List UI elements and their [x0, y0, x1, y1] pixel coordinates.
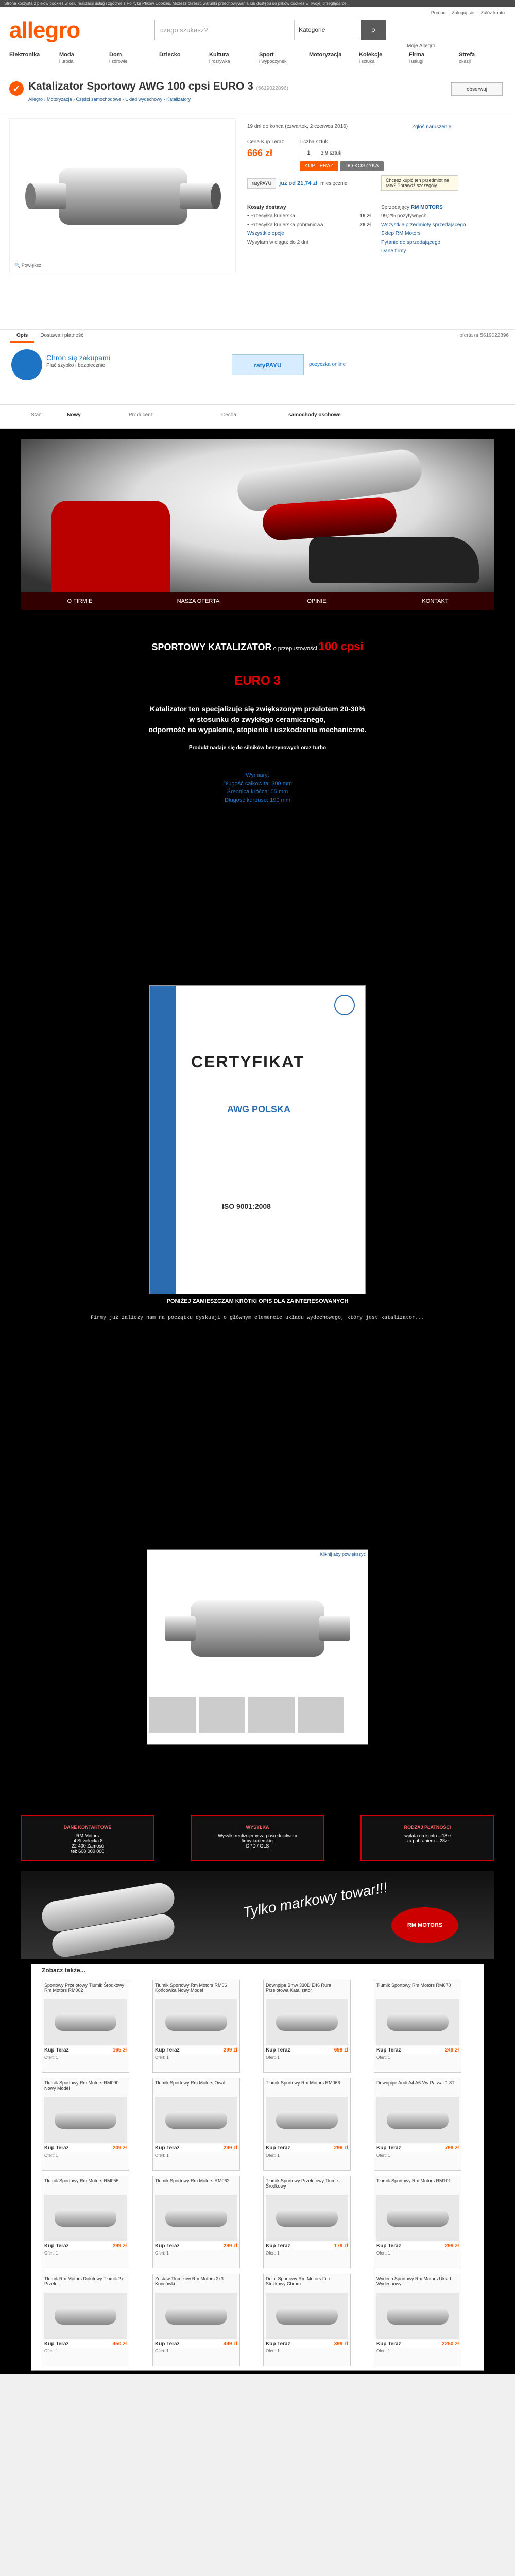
seller-heading: Sprzedający RM MOTORS — [381, 205, 443, 210]
menu-about[interactable]: O FIRMIE — [67, 598, 93, 604]
related-item-price-row: Kup Teraz 299 zł — [153, 2144, 239, 2152]
fuel-note: Produkt nadaje się do silników benzynowych oraz turbo — [188, 745, 327, 751]
related-item-image[interactable] — [376, 2195, 459, 2241]
related-item-image[interactable] — [155, 1999, 237, 2045]
related-item-price: 2250 zł — [442, 2341, 459, 2347]
related-item-price: 450 zł — [112, 2341, 127, 2347]
quantity-of: z 9 sztuk — [321, 150, 342, 156]
related-item-offers: Ofert: 1 — [155, 2153, 169, 2158]
gallery-main-photo — [149, 1559, 366, 1693]
info-state-label: Stan: — [31, 412, 43, 418]
related-item-title[interactable]: Tłumik Sportowy Rm Motors RM066 — [266, 2080, 340, 2086]
related-item-card[interactable] — [374, 2176, 461, 2268]
price: 666 zł — [247, 148, 273, 158]
gallery-thumb[interactable] — [248, 1697, 295, 1733]
gallery-enlarge-link[interactable]: Kliknij aby powiększyć — [319, 1552, 366, 1557]
product-title-bar — [0, 72, 515, 113]
info-producer-label: Producent: — [129, 412, 154, 418]
related-item-offers: Ofert: 1 — [266, 2349, 280, 2353]
contact-panel: DANE KONTAKTOWE RM Motors ul.Strzelecka 8 22-400 Zamość tel: 608 000 000 — [21, 1815, 154, 1861]
rm-motors-logo: RM MOTORS — [391, 1907, 458, 1943]
seller-link[interactable]: Sklep RM Motors — [381, 231, 421, 236]
quantity-input[interactable]: 1 — [300, 148, 318, 158]
related-item-card[interactable] — [152, 2274, 240, 2366]
related-item-card[interactable] — [42, 2274, 129, 2366]
promo-sub: Płać szybko i bezpiecznie — [46, 363, 105, 368]
related-item-title[interactable]: Tłumik Rm Motors Dolotowy Tłumik 2x Przelot — [44, 2276, 124, 2286]
seller-link[interactable]: Wszystkie przedmioty sprzedającego — [381, 222, 466, 228]
related-item-price: 299 zł — [223, 2047, 237, 2053]
related-item-offers: Ofert: 1 — [155, 2055, 169, 2060]
headline-block — [0, 640, 515, 804]
end-time: 19 dni do końca (czwartek, 2 czerwca 2016) — [247, 124, 348, 129]
related-item-title[interactable]: Tłumik Sportowy Rm Motors RM062 — [155, 2178, 230, 2183]
related-item-offers: Ofert: 1 — [266, 2251, 280, 2256]
nav-item[interactable]: Kultura i rozrywka — [209, 52, 230, 64]
top-link-help[interactable]: Pomoc — [431, 10, 445, 15]
seller-description — [0, 429, 515, 2374]
related-item-image[interactable] — [376, 1999, 459, 2045]
related-item-card[interactable] — [152, 2176, 240, 2268]
buy-now-label: Cena Kup Teraz — [247, 139, 284, 145]
related-item-price: 499 zł — [223, 2341, 237, 2347]
ready-time: Wysyłam w ciągu: do 2 dni — [247, 240, 308, 245]
related-item-price-row: Kup Teraz 179 zł — [264, 2242, 350, 2250]
seller-menu — [21, 592, 494, 610]
menu-reviews[interactable]: OPINIE — [307, 598, 327, 604]
top-link-login[interactable]: Zaloguj się — [452, 10, 474, 15]
related-item-price-row: Kup Teraz 299 zł — [153, 2242, 239, 2250]
quantity-label: Liczba sztuk — [299, 139, 328, 145]
certificate-company: AWG POLSKA — [227, 1104, 291, 1114]
related-item-price: 299 zł — [112, 2243, 127, 2249]
certificate-iso: ISO 9001:2008 — [222, 1202, 271, 1210]
delivery-option-2: • Przesyłka kurierska pobraniowa 28 zł — [247, 222, 371, 228]
related-items — [31, 1964, 484, 2371]
related-item-card[interactable] — [263, 2078, 351, 2171]
related-item-image[interactable] — [155, 2293, 237, 2339]
top-links — [426, 10, 505, 15]
related-item-image[interactable] — [44, 1999, 127, 2045]
related-item-card[interactable] — [152, 2078, 240, 2171]
related-item-price-row: Kup Teraz 499 zł — [153, 2340, 239, 2348]
related-item-image[interactable] — [266, 2293, 348, 2339]
related-item-title[interactable]: Tłumik Sportowy Rm Motors RM06 Końcówka Nowy Model — [155, 1982, 227, 1993]
related-item-price: 699 zł — [334, 2047, 348, 2053]
header — [0, 7, 515, 72]
related-item-offers: Ofert: 1 — [155, 2251, 169, 2256]
info-panels — [21, 1815, 494, 1861]
raty-payu-logo[interactable]: ratyPAYU — [232, 354, 304, 375]
related-item-price: 249 zł — [112, 2145, 127, 2151]
delivery-heading: Koszty dostawy — [247, 205, 286, 210]
shield-icon — [11, 349, 42, 380]
menu-offer[interactable]: NASZA OFERTA — [177, 598, 220, 604]
related-heading: Zobacz także... — [42, 1967, 85, 1974]
related-item-offers: Ofert: 1 — [266, 2153, 280, 2158]
nav-item[interactable]: Firma i usługi — [409, 52, 424, 64]
related-item-title[interactable]: Tłumik Sportowy Rm Motors RM055 — [44, 2178, 119, 2183]
related-item-offers: Ofert: 1 — [155, 2349, 169, 2353]
purchase-column — [247, 124, 505, 257]
search-input[interactable]: czego szukasz? — [160, 26, 208, 34]
gallery-thumb[interactable] — [199, 1697, 245, 1733]
watch-button[interactable]: obserwuj — [451, 82, 503, 96]
info-feature-label: Cecha: — [221, 412, 238, 418]
nav-item[interactable]: Motoryzacja — [309, 52, 342, 58]
promo-heading: Chroń się zakupami — [46, 353, 110, 362]
euro-line: EURO 3 — [234, 674, 281, 688]
buy-now-button[interactable]: KUP TERAZ — [300, 161, 339, 171]
related-item-price-row: Kup Teraz 299 zł — [264, 2144, 350, 2152]
related-item-image[interactable] — [155, 2097, 237, 2143]
seller-name[interactable]: RM MOTORS — [410, 205, 443, 210]
nav-item[interactable]: Elektronika — [9, 52, 40, 58]
nav-item[interactable]: Strefa okazji — [459, 52, 475, 64]
info-feature-value: samochody osobowe — [288, 412, 341, 418]
info-state-value: Nowy — [67, 412, 81, 418]
search-bar — [154, 20, 386, 40]
item-info-bar — [0, 405, 515, 429]
race-car-image — [309, 537, 479, 583]
related-item-price-row: Kup Teraz 249 zł — [374, 2046, 461, 2054]
seller-link[interactable]: Dane firmy — [381, 248, 406, 254]
related-item-price-row: Kup Teraz 165 zł — [42, 2046, 129, 2054]
check-icon: ✓ — [9, 81, 24, 96]
related-item-title[interactable]: Downpipe Audi A4 A6 Vw Passat 1.8T — [376, 2080, 455, 2086]
nav-item[interactable]: Dziecko — [159, 52, 181, 58]
report-link[interactable]: Zgłoś naruszenie — [412, 124, 452, 130]
related-item-card[interactable] — [374, 2274, 461, 2366]
certificate-stripe — [150, 986, 176, 1294]
related-item-offers: Ofert: 1 — [266, 2055, 280, 2060]
related-item-image[interactable] — [266, 1999, 348, 2045]
gallery-thumb[interactable] — [298, 1697, 344, 1733]
related-item-price: 399 zł — [334, 2341, 348, 2347]
related-item-image[interactable] — [44, 2195, 127, 2241]
related-item-price: 165 zł — [112, 2047, 127, 2053]
related-item-image[interactable] — [44, 2097, 127, 2143]
product-section — [0, 113, 515, 330]
related-item-price-row: Kup Teraz 799 zł — [374, 2144, 461, 2152]
related-item-price: 179 zł — [334, 2243, 348, 2249]
related-item-offers: Ofert: 1 — [44, 2349, 58, 2353]
related-item-offers: Ofert: 1 — [376, 2251, 390, 2256]
related-item-price: 299 zł — [334, 2145, 348, 2151]
related-item-price-row: Kup Teraz 2250 zł — [374, 2340, 461, 2348]
headline-cpsi: 100 cpsi — [318, 640, 364, 653]
related-item-price: 799 zł — [444, 2145, 459, 2151]
related-item-title[interactable]: Tłumik Sportowy Rm Motors Owal — [155, 2080, 226, 2086]
related-item-image[interactable] — [44, 2293, 127, 2339]
tuv-seal-icon — [334, 995, 355, 1015]
raty-badge[interactable]: ratyPAYU — [247, 178, 276, 189]
search-category-select[interactable]: Kategorie — [294, 20, 361, 40]
related-item-offers: Ofert: 1 — [376, 2349, 390, 2353]
related-item-card[interactable] — [263, 1980, 351, 2073]
nav-item[interactable]: Dom i zdrowie — [109, 52, 128, 64]
driver-image — [52, 501, 170, 594]
related-item-card[interactable] — [42, 1980, 129, 2073]
related-item-title[interactable]: Wydech Sportowy Rm Motors Układ Wydechowy — [376, 2276, 451, 2286]
cookie-text: Strona korzysta z plików cookies w celu realizacji usług i zgodnie z Polityką Plików Cookies. Możesz określić warunki przechowywania lub dostępu do plików cookies w Twojej przeglądarce. — [4, 1, 348, 6]
related-item-title[interactable]: Tłumik Sportowy Rm Motors RM070 — [376, 1982, 451, 1988]
main-navigation — [9, 52, 509, 65]
my-allegro-link[interactable]: Moje Allegro — [407, 43, 436, 49]
cookie-banner — [0, 0, 515, 7]
zoom-link[interactable]: 🔍 Powiększ — [14, 263, 41, 268]
related-item-price: 299 zł — [223, 2243, 237, 2249]
slogan: Tylko markowy towar!!! — [242, 1879, 389, 1921]
related-item-price-row: Kup Teraz 450 zł — [42, 2340, 129, 2348]
related-item-card[interactable] — [152, 1980, 240, 2073]
related-item-price-row: Kup Teraz 399 zł — [264, 2340, 350, 2348]
related-item-card[interactable] — [263, 2176, 351, 2268]
related-item-card[interactable] — [263, 2274, 351, 2366]
related-item-offers: Ofert: 1 — [44, 2153, 58, 2158]
gallery-thumb[interactable] — [149, 1697, 196, 1733]
related-item-offers: Ofert: 1 — [44, 2055, 58, 2060]
search-button[interactable] — [361, 20, 386, 40]
gallery-thumbnails — [147, 1694, 368, 1735]
related-item-price-row: Kup Teraz 299 zł — [374, 2242, 461, 2250]
related-item-title[interactable]: Downpipe Bmw 330D E46 Rura Przelotowa Katalizator — [266, 1982, 332, 1993]
top-link-register[interactable]: Załóż konto — [480, 10, 505, 15]
related-item-image[interactable] — [376, 2097, 459, 2143]
certificate[interactable] — [149, 985, 366, 1294]
certificate-title: CERTYFIKAT — [191, 1053, 305, 1071]
related-item-image[interactable] — [376, 2293, 459, 2339]
related-item-offers: Ofert: 1 — [44, 2251, 58, 2256]
size-block: Wymiary: Długość całkowita: 300 mm Średnica króćca: 55 mm Długość korpusu: 190 mm — [223, 772, 292, 803]
product-title: Katalizator Sportowy AWG 100 cpsi EURO 3 (5619022896) — [28, 80, 288, 92]
related-item-title[interactable]: Sportowy Przelotowy Tłumik Środkowy Rm Motors RM002 — [44, 1982, 124, 1993]
seller-rating: 99,2% pozytywnych — [381, 213, 427, 219]
related-item-price: 249 zł — [444, 2047, 459, 2053]
related-item-price: 299 zł — [444, 2243, 459, 2249]
product-id: (5619022896) — [256, 86, 288, 91]
related-item-card[interactable] — [42, 2176, 129, 2268]
catalytic-converter-image — [10, 119, 236, 274]
related-item-price-row: Kup Teraz 299 zł — [42, 2242, 129, 2250]
headline: SPORTOWY KATALIZATOR — [151, 642, 272, 652]
related-item-offers: Ofert: 1 — [376, 2055, 390, 2060]
add-to-cart-button[interactable]: DO KOSZYKA — [340, 161, 384, 171]
related-item-price-row: Kup Teraz 249 zł — [42, 2144, 129, 2152]
cert-caption: PONIŻEJ ZAMIESZCZAM KRÓTKI OPIS DLA ZAINTERESOWANYCH — [166, 1298, 349, 1304]
related-item-title[interactable]: Tłumik Sportowy Rm Motors RM090 Nowy Model — [44, 2080, 119, 2091]
nav-item[interactable]: Kolekcje i sztuka — [359, 52, 383, 64]
allegro-logo[interactable]: allegro — [9, 18, 80, 43]
breadcrumb[interactable]: Allegro › Motoryzacja › Części samochodowe › Układ wydechowy › Katalizatory — [28, 97, 191, 102]
raty-tooltip: Chcesz kupić ten przedmiot na raty? Sprawdź szczegóły — [381, 175, 458, 191]
related-item-image[interactable] — [155, 2195, 237, 2241]
related-item-price: 299 zł — [223, 2145, 237, 2151]
related-item-title[interactable]: Zestaw Tłumików Rm Motors 2x3 Końcówki — [155, 2276, 224, 2286]
related-item-card[interactable] — [374, 2078, 461, 2171]
related-item-card[interactable] — [374, 1980, 461, 2073]
payu-promo — [0, 343, 515, 405]
related-item-offers: Ofert: 1 — [376, 2153, 390, 2158]
tagline: Katalizator ten specjalizuje się zwiększonym przelotem 20-30% w stosunku do zwykłego ceramicznego, odporność na wypalenie, stopienie i uszkodzenia mechaniczne. — [148, 705, 367, 734]
delivery-more-link[interactable]: Wszystkie opcje — [247, 231, 284, 236]
menu-contact[interactable]: KONTAKT — [422, 598, 449, 604]
related-item-title[interactable]: Dolot Sportowy Rm Motors Filtr Stożkowy Chrom — [266, 2276, 331, 2286]
raty-sub: miesięcznie — [320, 180, 348, 187]
product-image[interactable] — [9, 118, 236, 273]
description-text: Firmy już zaliczy nam na początku dyskusji o głównym elemencie układu wydechowego, który jest katalizator... — [90, 1315, 425, 1321]
payment-panel: RODZAJ PŁATNOŚCI wpłata na konto – 18zł za pobraniem – 28zł — [360, 1815, 494, 1861]
auction-number: oferta nr 5619022896 — [459, 333, 509, 338]
nav-item[interactable]: Moda i uroda — [59, 52, 74, 64]
promo-banner — [21, 1871, 494, 1959]
shipping-panel: WYSYŁKA Wysyłki realizujemy za pośrednictwem firmy kurierskiej DPD / GLS — [191, 1815, 324, 1861]
related-item-image[interactable] — [266, 2195, 348, 2241]
headline-sub: o przepustowości — [273, 646, 317, 652]
related-item-title[interactable]: Tłumik Sportowy Rm Motors RM101 — [376, 2178, 451, 2183]
tab-description[interactable]: Opis — [10, 330, 34, 343]
related-item-price-row: Kup Teraz 699 zł — [264, 2046, 350, 2054]
hero-banner — [21, 439, 494, 594]
tabs — [0, 330, 515, 343]
related-item-title[interactable]: Tłumik Sportowy Przelotowy Tłumik Środkowy — [266, 2178, 339, 2189]
tab-delivery[interactable]: Dostawa i płatność — [40, 333, 84, 338]
related-item-price-row: Kup Teraz 299 zł — [153, 2046, 239, 2054]
seller-link[interactable]: Pytanie do sprzedającego — [381, 240, 441, 245]
photo-gallery[interactable] — [147, 1549, 368, 1745]
delivery-option-1: • Przesyłka kurierska 18 zł — [247, 213, 371, 219]
related-item-card[interactable] — [42, 2078, 129, 2171]
nav-item[interactable]: Sport i wypoczynek — [259, 52, 287, 64]
pozyczka-link[interactable]: pożyczka online — [309, 362, 346, 367]
search-icon: ⌕ — [370, 25, 376, 35]
related-item-image[interactable] — [266, 2097, 348, 2143]
raty-price: już od 21,74 zł — [279, 180, 318, 187]
